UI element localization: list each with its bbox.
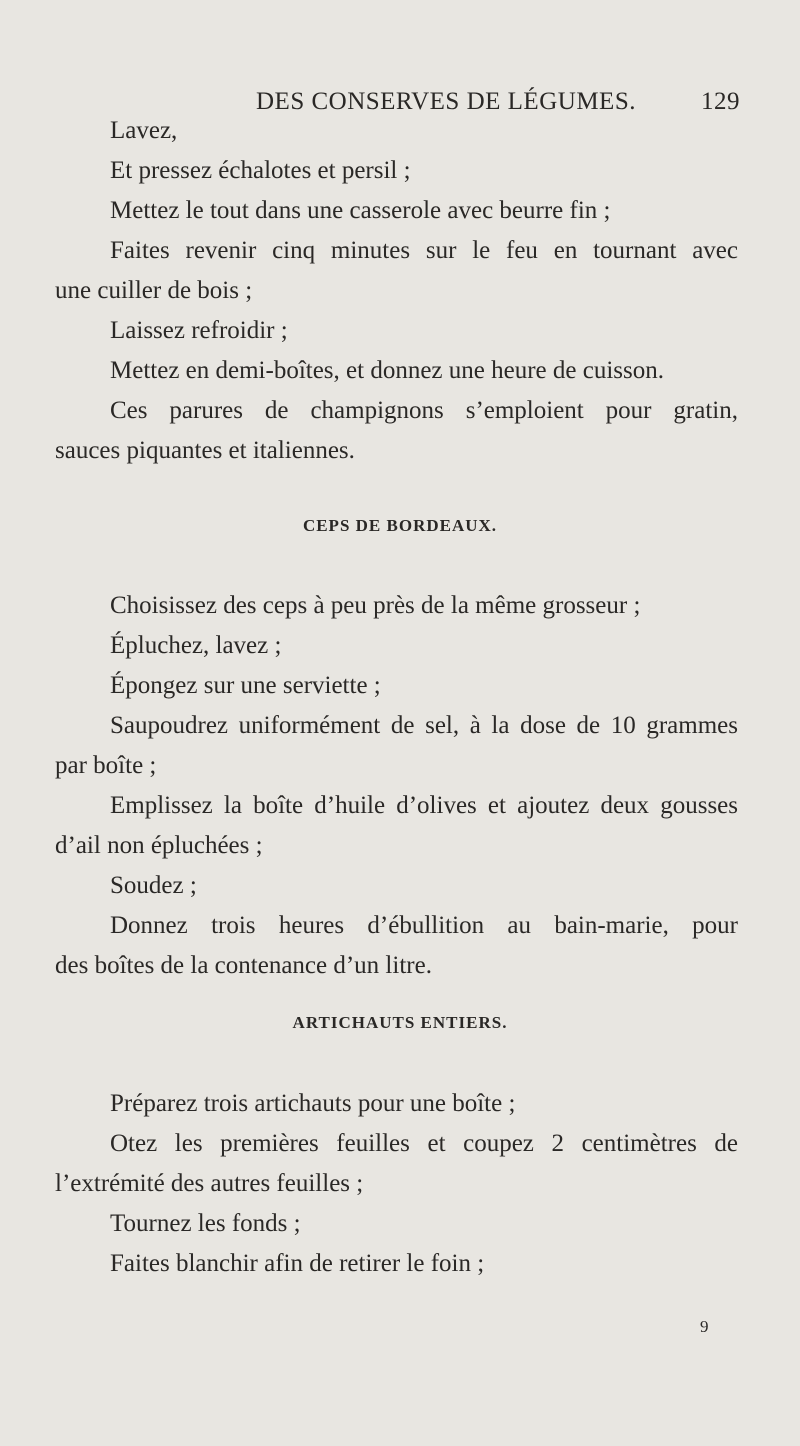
paragraph-line: une cuiller de bois ;: [55, 277, 253, 304]
paragraph-line: Ces parures de champignons s’emploient pour gratin,: [110, 397, 738, 424]
paragraph-line: Saupoudrez uniformément de sel, à la dose de 10 grammes: [110, 712, 738, 739]
paragraph-line: des boîtes de la contenance d’un litre.: [55, 952, 432, 979]
paragraph-line: Faites revenir cinq minutes sur le feu en tournant avec: [110, 237, 738, 264]
paragraph-line: Laissez refroidir ;: [110, 317, 288, 344]
paragraph-line: Emplissez la boîte d’huile d’olives et ajoutez deux gousses: [110, 792, 738, 819]
paragraph-line: sauces piquantes et italiennes.: [55, 437, 355, 464]
paragraph-line: l’extrémité des autres feuilles ;: [55, 1170, 364, 1197]
section-heading: CEPS DE BORDEAUX.: [302, 516, 498, 535]
paragraph-line: Mettez en demi-boîtes, et donnez une heure de cuisson.: [110, 357, 664, 384]
paragraph-line: Soudez ;: [110, 872, 197, 899]
page-number: 129: [701, 88, 740, 115]
paragraph-line: Lavez,: [110, 117, 178, 144]
section-heading: ARTICHAUTS ENTIERS.: [292, 1013, 508, 1032]
running-head: [110, 88, 740, 118]
paragraph-line: Faites blanchir afin de retirer le foin ;: [110, 1250, 485, 1277]
paragraph-line: Épluchez, lavez ;: [110, 632, 282, 659]
paragraph-line: Et pressez échalotes et persil ;: [110, 157, 411, 184]
paragraph-line: Otez les premières feuilles et coupez 2 centimètres de: [110, 1130, 738, 1157]
paragraph-line: Tournez les fonds ;: [110, 1210, 301, 1237]
paragraph-line: d’ail non épluchées ;: [55, 832, 263, 859]
paragraph-line: Choisissez des ceps à peu près de la même grosseur ;: [110, 592, 641, 619]
running-title: DES CONSERVES DE LÉGUMES.: [256, 88, 636, 115]
paragraph-line: Donnez trois heures d’ébullition au bain-marie, pour: [110, 912, 738, 939]
paragraph-line: par boîte ;: [55, 752, 157, 779]
paragraph-line: Préparez trois artichauts pour une boîte ;: [110, 1090, 516, 1117]
paragraph-line: Épongez sur une serviette ;: [110, 672, 381, 699]
paragraph-line: Mettez le tout dans une casserole avec beurre fin ;: [110, 197, 611, 224]
signature-mark: 9: [700, 1317, 709, 1336]
